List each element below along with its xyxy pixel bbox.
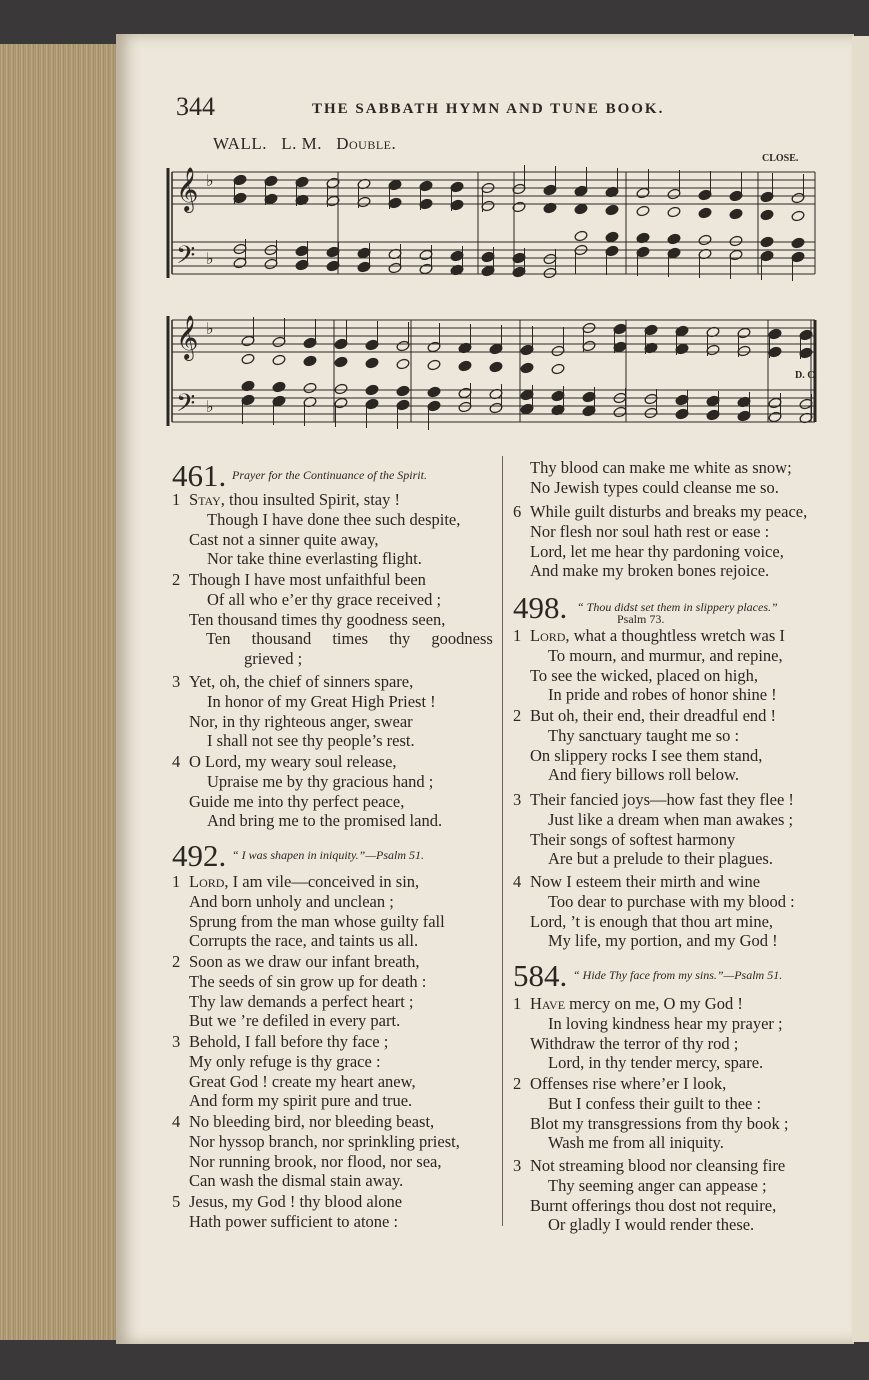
- tune-meter: L. M.: [281, 134, 322, 153]
- note-head: [760, 250, 774, 262]
- hymn-line: [530, 626, 785, 645]
- hymn-line: To mourn, and murmur, and repine,: [548, 645, 783, 665]
- note-head: [644, 393, 658, 405]
- hymn-line: No Jewish types could cleanse me so.: [530, 477, 779, 497]
- line-rest: , thou insulted Spirit, stay !: [220, 490, 400, 509]
- hymn-caption: “ Thou didst set them in slippery places.”: [577, 600, 778, 614]
- note-head: [489, 361, 503, 373]
- hymn-line: Just like a dream when man awakes ;: [548, 809, 794, 829]
- hymn-line: Nor flesh nor soul hath rest or ease :: [530, 521, 770, 541]
- verse-number: 3: [513, 790, 522, 809]
- hymn-line: Guide me into thy perfect peace,: [189, 791, 405, 811]
- note-head: [636, 205, 650, 217]
- note-head: [419, 180, 433, 192]
- note-head: [675, 343, 689, 355]
- note-head: [613, 323, 627, 335]
- first-word-smallcaps: Lord: [189, 872, 225, 891]
- note-head: [396, 340, 410, 352]
- note-head: [272, 395, 286, 407]
- hymn-line: Thy blood can make me white as snow;: [530, 458, 792, 477]
- note-head: [365, 398, 379, 410]
- hymn-caption-source: Psalm 73.: [617, 612, 665, 626]
- hymn-line: [530, 994, 743, 1013]
- line-rest: , I am vile—conceived in sin,: [224, 872, 420, 891]
- note-head: [450, 181, 464, 193]
- note-head: [427, 341, 441, 353]
- note-head: [233, 243, 247, 255]
- hymn-line: To see the wicked, placed on high,: [530, 665, 758, 685]
- note-head: [636, 246, 650, 258]
- verse-number: 1: [513, 994, 522, 1013]
- verse-number: 2: [513, 1074, 522, 1093]
- note-head: [388, 197, 402, 209]
- dc-mark: D. C.: [795, 370, 817, 381]
- note-head: [791, 210, 805, 222]
- note-head: [791, 251, 805, 263]
- note-head: [458, 360, 472, 372]
- hymn-line: Or gladly I would render these.: [548, 1215, 755, 1235]
- note-head: [543, 253, 557, 265]
- hymn-line: Yet, oh, the chief of sinners spare,: [189, 672, 414, 691]
- note-head: [644, 407, 658, 419]
- note-head: [706, 344, 720, 356]
- note-head: [427, 359, 441, 371]
- bass-clef-icon: 𝄢: [176, 241, 196, 276]
- hymn-line: Thy law demands a perfect heart ;: [189, 991, 414, 1011]
- hymn-line: And form my spirit pure and true.: [189, 1091, 413, 1111]
- flat-key-signature-icon: ♭: [206, 173, 214, 190]
- hymn-caption: Prayer for the Continuance of the Spirit.: [232, 468, 427, 482]
- note-head: [667, 247, 681, 259]
- note-head: [303, 337, 317, 349]
- note-head: [729, 249, 743, 261]
- hymn-line: O Lord, my weary soul release,: [189, 752, 397, 771]
- note-head: [675, 325, 689, 337]
- hymn-line: Offenses rise where’er I look,: [530, 1074, 727, 1093]
- note-head: [450, 199, 464, 211]
- music-score: [0, 0, 869, 440]
- hymn-line: Nor take thine everlasting flight.: [207, 549, 422, 569]
- note-head: [481, 200, 495, 212]
- tune-name: WALL.: [213, 134, 267, 153]
- hymn-line: On slippery rocks I see them stand,: [530, 745, 763, 765]
- note-head: [675, 408, 689, 420]
- note-head: [667, 206, 681, 218]
- running-title: THE SABBATH HYMN AND TUNE BOOK.: [312, 101, 665, 117]
- verse-number: 6: [513, 502, 522, 521]
- first-word-smallcaps: Stay: [189, 490, 221, 509]
- hymn-line: My life, my portion, and my God !: [548, 931, 778, 951]
- note-head: [768, 397, 782, 409]
- note-head: [551, 345, 565, 357]
- column-divider: [502, 456, 503, 1226]
- note-head: [551, 390, 565, 402]
- note-head: [737, 410, 751, 422]
- verse-number: 3: [172, 672, 181, 691]
- note-head: [706, 395, 720, 407]
- verse-number: 1: [513, 626, 522, 645]
- hymn-line: Withdraw the terror of thy rod ;: [530, 1033, 739, 1053]
- close-mark: CLOSE.: [762, 153, 799, 164]
- hymn-line: Burnt offerings thou dost not require,: [530, 1195, 777, 1215]
- hymn-line: Of all who e’er thy grace received ;: [207, 589, 442, 609]
- note-head: [574, 185, 588, 197]
- verse-number: 3: [513, 1156, 522, 1175]
- hymn-line: Ten thousand times thy goodness seen,: [189, 609, 446, 629]
- hymn-line: Hath power sufficient to atone :: [189, 1211, 399, 1231]
- note-head: [427, 386, 441, 398]
- verse-number: 1: [172, 490, 181, 509]
- verse-number: 4: [172, 752, 181, 771]
- note-head: [241, 335, 255, 347]
- note-head: [241, 353, 255, 365]
- note-head: [295, 245, 309, 257]
- bass-clef-icon: 𝄢: [176, 389, 196, 424]
- note-head: [233, 257, 247, 269]
- note-head: [334, 356, 348, 368]
- verse-number: 2: [172, 952, 181, 971]
- note-head: [729, 208, 743, 220]
- note-head: [520, 362, 534, 374]
- note-head: [574, 203, 588, 215]
- note-head: [667, 188, 681, 200]
- note-head: [551, 363, 565, 375]
- hymn-line: Cast not a sinner quite away,: [189, 529, 379, 549]
- hymn-line: And make my broken bones rejoice.: [530, 561, 770, 581]
- hymn-line: Now I esteem their mirth and wine: [530, 872, 761, 891]
- note-head: [427, 400, 441, 412]
- note-head: [760, 236, 774, 248]
- hymn-line: My only refuge is thy grace :: [189, 1051, 381, 1071]
- note-head: [264, 175, 278, 187]
- note-head: [481, 265, 495, 277]
- note-head: [272, 354, 286, 366]
- note-head: [737, 327, 751, 339]
- hymn-line: Lord, let me hear thy pardoning voice,: [530, 541, 784, 561]
- note-head: [458, 401, 472, 413]
- verse-number: 1: [172, 872, 181, 891]
- note-head: [419, 249, 433, 261]
- hymn-line: The seeds of sin grow up for death :: [189, 971, 427, 991]
- hymn-number: 584.: [513, 958, 568, 993]
- note-head: [396, 358, 410, 370]
- hymn-line: Blot my transgressions from thy book ;: [530, 1113, 789, 1133]
- note-head: [458, 387, 472, 399]
- hymn-line: Their songs of softest harmony: [530, 829, 736, 849]
- note-head: [706, 409, 720, 421]
- verse-number: 2: [513, 706, 522, 725]
- note-head: [272, 336, 286, 348]
- note-head: [419, 198, 433, 210]
- note-head: [264, 193, 278, 205]
- note-head: [396, 385, 410, 397]
- note-head: [233, 192, 247, 204]
- note-head: [357, 247, 371, 259]
- hymn-line: Sprung from the man whose guilty fall: [189, 911, 445, 931]
- note-head: [698, 207, 712, 219]
- note-head: [574, 230, 588, 242]
- hymn-line: Though I have done thee such despite,: [207, 509, 461, 529]
- note-head: [241, 394, 255, 406]
- hymn-line: Lord, in thy tender mercy, spare.: [548, 1053, 764, 1073]
- note-head: [582, 340, 596, 352]
- note-head: [520, 344, 534, 356]
- note-head: [582, 405, 596, 417]
- note-head: [334, 383, 348, 395]
- hymn-line: Their fancied joys—how fast they flee !: [530, 790, 794, 809]
- note-head: [729, 235, 743, 247]
- hymn-line: Can wash the dismal stain away.: [189, 1171, 404, 1191]
- verse-number: 4: [513, 872, 522, 891]
- hymn-line: Wash me from all iniquity.: [548, 1133, 724, 1153]
- hymn-number: 498.: [513, 590, 568, 625]
- note-head: [295, 176, 309, 188]
- note-head: [737, 345, 751, 357]
- note-head: [419, 263, 433, 275]
- note-head: [605, 231, 619, 243]
- hymn-line: Behold, I fall before thy face ;: [189, 1032, 389, 1051]
- flat-key-signature-icon: ♭: [206, 321, 214, 338]
- hymn-line: Too dear to purchase with my blood :: [548, 891, 795, 911]
- hymn-line: No bleeding bird, nor bleeding beast,: [189, 1112, 435, 1131]
- first-word-smallcaps: Lord: [530, 626, 566, 645]
- note-head: [582, 391, 596, 403]
- page-number: 344: [176, 92, 215, 121]
- note-head: [388, 262, 402, 274]
- note-head: [357, 261, 371, 273]
- hymn-line: In loving kindness hear my prayer ;: [548, 1013, 783, 1033]
- note-head: [365, 384, 379, 396]
- treble-clef-icon: 𝄞: [176, 167, 199, 211]
- note-head: [760, 209, 774, 221]
- hymn-line: In pride and robes of honor shine !: [548, 685, 777, 705]
- note-head: [396, 399, 410, 411]
- hymn-caption: “ Hide Thy face from my sins.”—Psalm 51.: [573, 968, 783, 982]
- hymn-line: But oh, their end, their dreadful end !: [530, 706, 777, 725]
- note-head: [644, 324, 658, 336]
- note-head: [791, 237, 805, 249]
- hymn-line: Thy seeming anger can appease ;: [548, 1175, 767, 1195]
- hymn-line: Are but a prelude to their plagues.: [548, 849, 773, 869]
- note-head: [489, 402, 503, 414]
- note-head: [334, 397, 348, 409]
- hymn-line: Great God ! create my heart anew,: [189, 1071, 416, 1091]
- hymn-line: Though I have most unfaithful been: [189, 570, 426, 589]
- note-head: [520, 403, 534, 415]
- note-head: [489, 343, 503, 355]
- note-head: [760, 191, 774, 203]
- hymn-line: And born unholy and unclean ;: [189, 891, 394, 911]
- hymn-line: And bring me to the promised land.: [207, 811, 443, 831]
- note-head: [450, 250, 464, 262]
- note-head: [388, 179, 402, 191]
- hymn-line: While guilt disturbs and breaks my peace,: [530, 502, 808, 521]
- note-head: [768, 411, 782, 423]
- note-head: [791, 192, 805, 204]
- hymn-line: In honor of my Great High Priest !: [207, 691, 436, 711]
- note-head: [264, 258, 278, 270]
- note-head: [334, 338, 348, 350]
- hymn-number: 461.: [172, 458, 227, 493]
- note-head: [636, 187, 650, 199]
- verse-number: 4: [172, 1112, 181, 1131]
- note-head: [605, 245, 619, 257]
- hymn-line: Corrupts the race, and taints us all.: [189, 931, 419, 951]
- hymn-line: grieved ;: [244, 649, 303, 669]
- note-head: [365, 339, 379, 351]
- verse-number: 5: [172, 1192, 181, 1211]
- note-head: [481, 251, 495, 263]
- note-head: [605, 204, 619, 216]
- note-head: [613, 406, 627, 418]
- verse-number: 3: [172, 1032, 181, 1051]
- hymn-line: Thy sanctuary taught me so :: [548, 725, 740, 745]
- hymn-line: Upraise me by thy gracious hand ;: [207, 771, 434, 791]
- note-head: [698, 189, 712, 201]
- note-head: [613, 341, 627, 353]
- flat-key-signature-icon: ♭: [206, 251, 214, 268]
- hymn-line: Nor, in thy righteous anger, swear: [189, 711, 413, 731]
- note-head: [543, 184, 557, 196]
- hymn-line: [189, 490, 400, 509]
- hymn-line: Nor hyssop branch, nor sprinkling priest,: [189, 1131, 460, 1151]
- hymn-line: Ten thousand times thy goodness: [206, 629, 493, 649]
- tune-type: Double.: [336, 134, 397, 153]
- hymn-line: Soon as we draw our infant breath,: [189, 952, 420, 971]
- hymn-line: But I confess their guilt to thee :: [548, 1093, 762, 1113]
- note-head: [233, 174, 247, 186]
- line-rest: , what a thoughtless wretch was I: [565, 626, 785, 645]
- note-head: [295, 259, 309, 271]
- note-head: [365, 357, 379, 369]
- note-head: [698, 234, 712, 246]
- note-head: [729, 190, 743, 202]
- note-head: [768, 328, 782, 340]
- note-head: [667, 233, 681, 245]
- note-head: [357, 196, 371, 208]
- hymn-line: Nor running brook, nor flood, nor sea,: [189, 1151, 442, 1171]
- hymn-line: [189, 872, 419, 891]
- hymn-line: Lord, ’t is enough that thou art mine,: [530, 911, 774, 931]
- verse-number: 2: [172, 570, 181, 589]
- note-head: [272, 381, 286, 393]
- note-head: [303, 382, 317, 394]
- hymn-line: And fiery billows roll below.: [548, 765, 739, 785]
- treble-clef-icon: 𝄞: [176, 315, 199, 359]
- note-head: [520, 389, 534, 401]
- note-head: [543, 267, 557, 279]
- note-head: [768, 346, 782, 358]
- hymn-number: 492.: [172, 838, 227, 873]
- flat-key-signature-icon: ♭: [206, 399, 214, 416]
- note-head: [675, 394, 689, 406]
- hymn-line: But we ’re defiled in every part.: [189, 1011, 401, 1031]
- hymn-caption: “ I was shapen in iniquity.”—Psalm 51.: [232, 848, 425, 862]
- first-word-smallcaps: Have: [530, 994, 566, 1013]
- line-rest: mercy on me, O my God !: [565, 994, 743, 1013]
- hymn-line: Jesus, my God ! thy blood alone: [189, 1192, 403, 1211]
- hymn-line: Not streaming blood nor cleansing fire: [530, 1156, 786, 1175]
- hymn-line: I shall not see thy people’s rest.: [207, 731, 415, 751]
- note-head: [303, 355, 317, 367]
